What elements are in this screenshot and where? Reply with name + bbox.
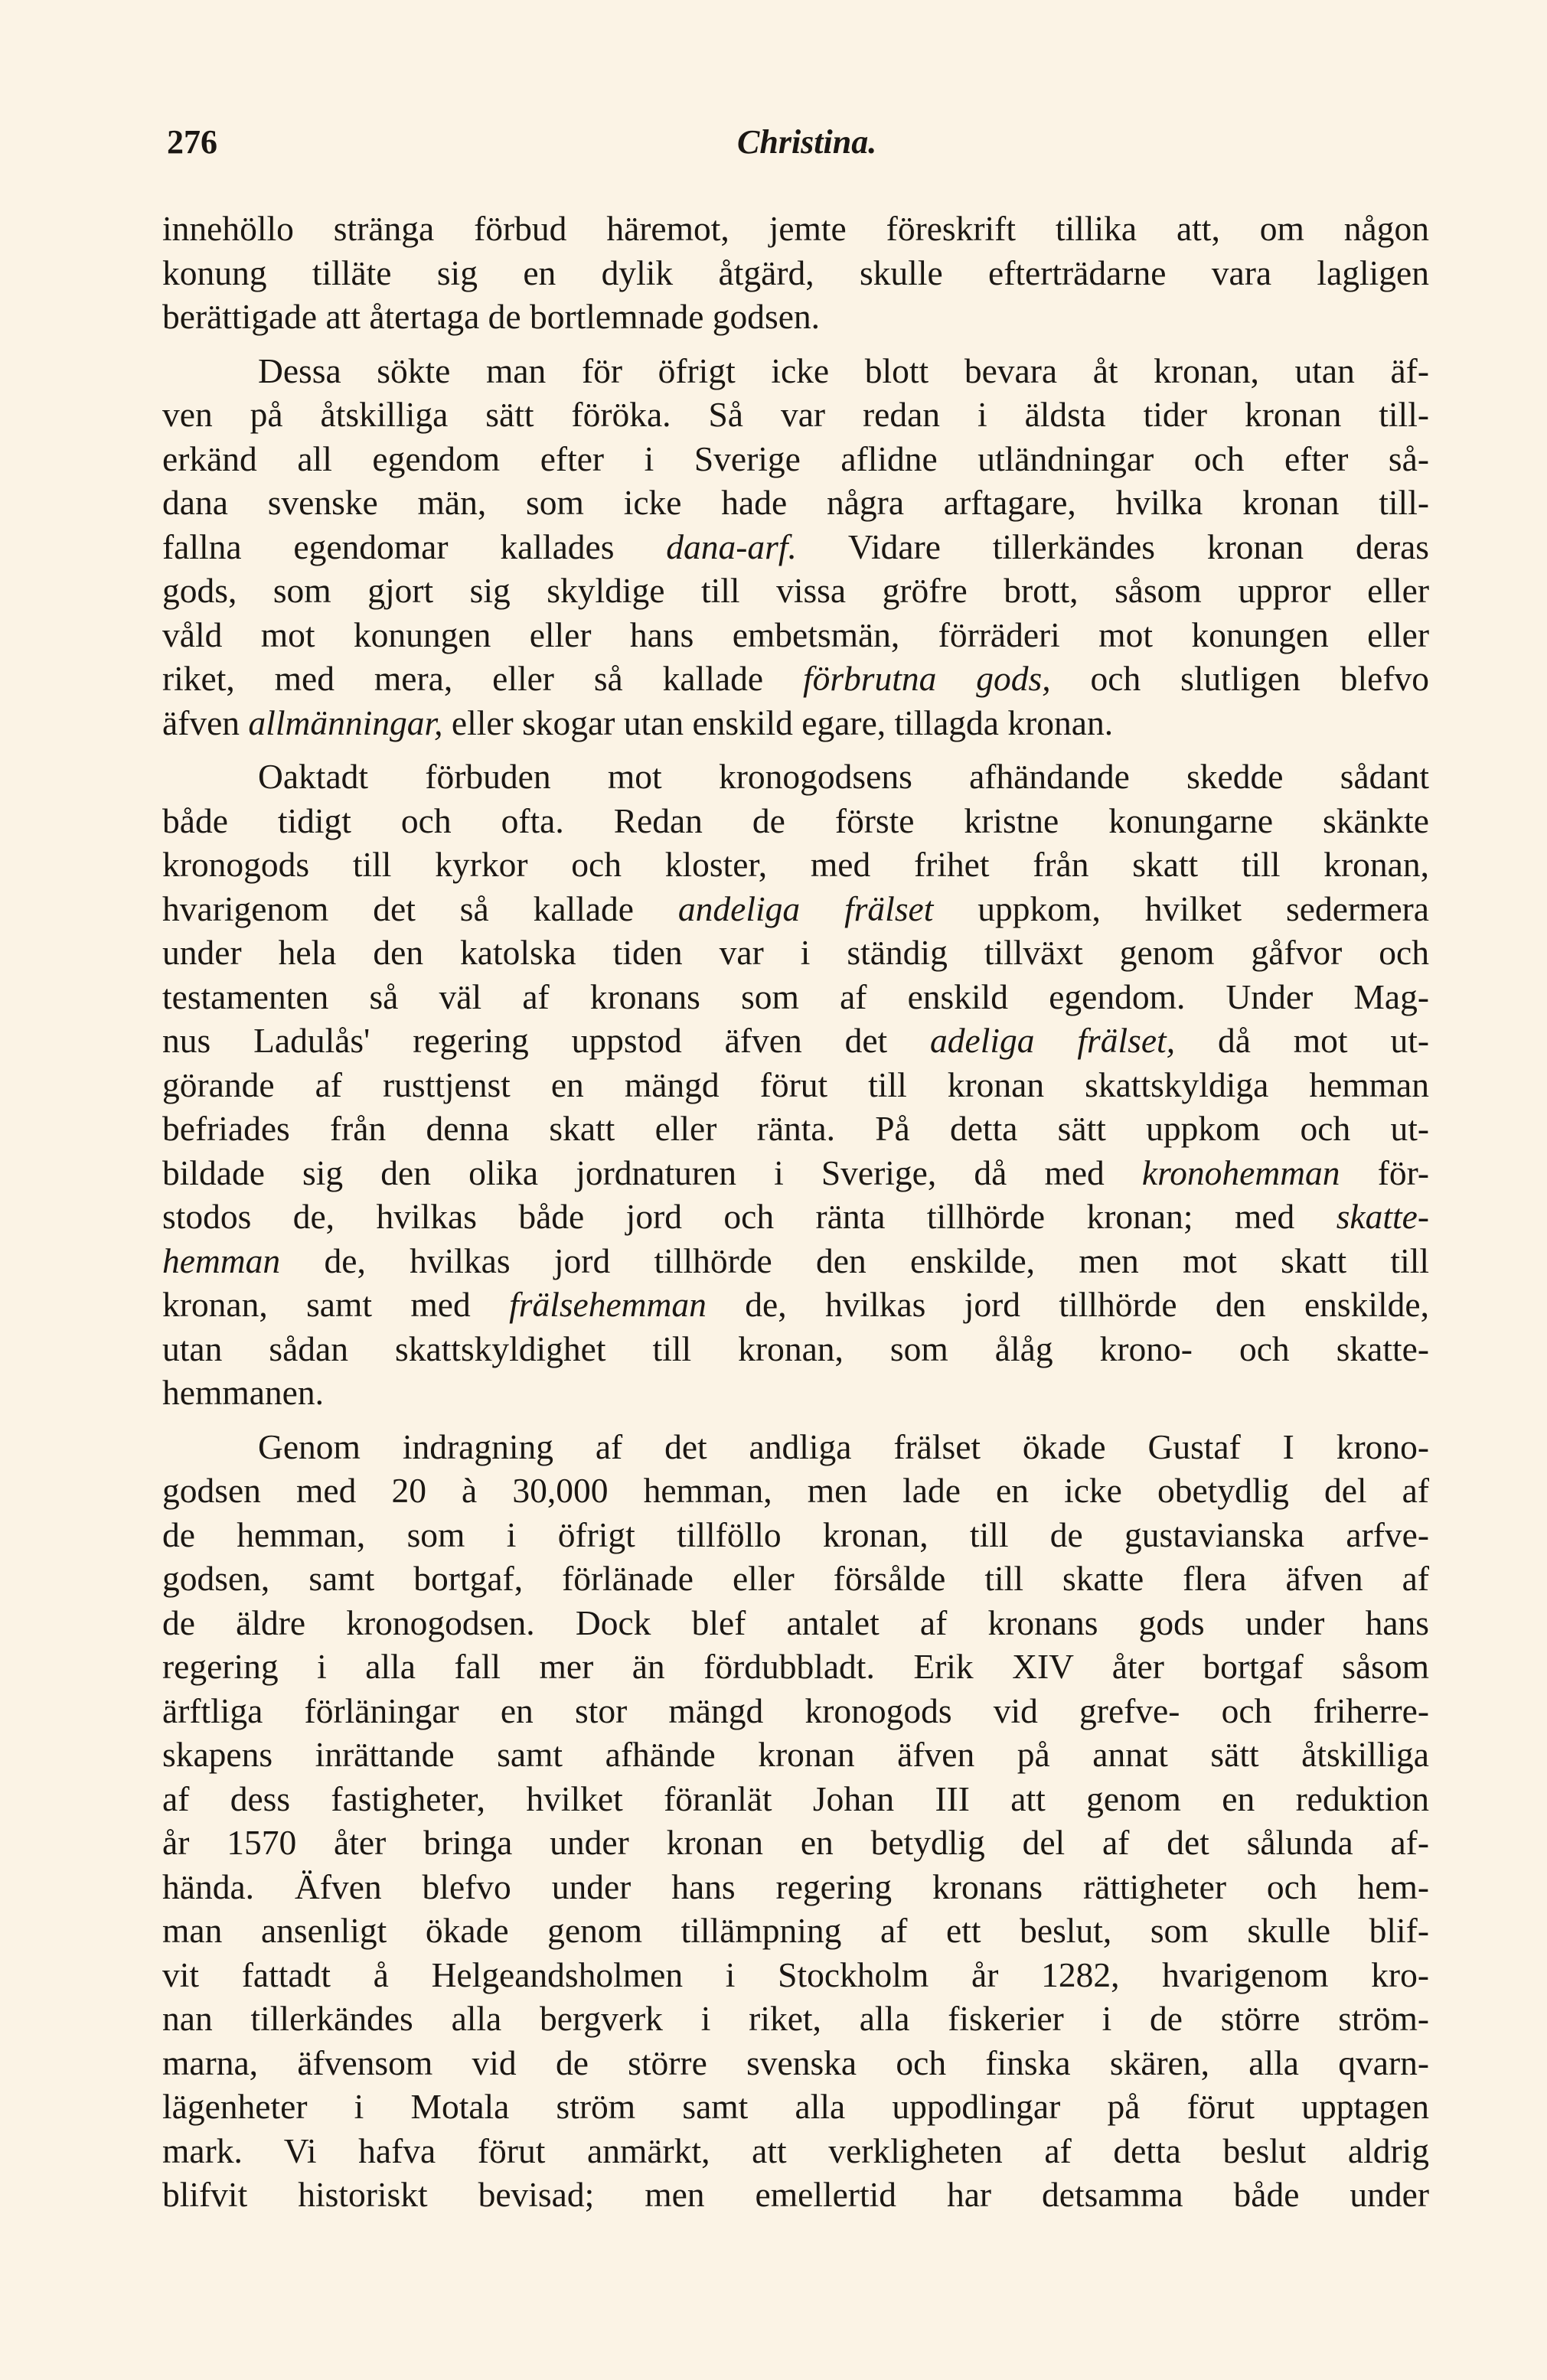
text-line: konung tilläte sig en dylik åtgärd, skulle efterträdarne vara lagligen [162, 253, 1429, 292]
text-line: godsen, samt bortgaf, förlänade eller försålde till skatte flera äfven af [162, 1559, 1429, 1598]
text-line: Oaktadt förbuden mot kronogodsens afhändande skedde sådant [258, 757, 1429, 796]
text-line: ven på åtskilliga sätt föröka. Så var redan i äldsta tider kronan till- [162, 395, 1429, 434]
text-line: dana svenske män, som icke hade några arftagare, hvilka kronan till- [162, 483, 1429, 522]
text-line: Dessa sökte man för öfrigt icke blott bevara åt kronan, utan äf- [258, 350, 1429, 390]
text-line: görande af rusttjenst en mängd förut till kronan skattskyldiga hemman [162, 1064, 1429, 1104]
text-line: regering i alla fall mer än fördubbladt. Erik XIV åter bortgaf såsom [162, 1647, 1429, 1686]
page-header [167, 122, 1422, 168]
text-line: riket, med mera, eller så kallade förbrutna gods, och slutligen blefvo [162, 659, 1429, 698]
text-line: hvarigenom det så kallade andeliga frälset uppkom, hvilket sedermera [162, 888, 1429, 928]
text-line: under hela den katolska tiden var i ständig tillväxt genom gåfvor och [162, 933, 1429, 972]
text-line: hända. Äfven blefvo under hans regering kronans rättigheter och hem- [162, 1867, 1429, 1906]
text-line: berättigade att återtaga de bortlemnade godsen. [162, 297, 821, 336]
text-line: bildade sig den olika jordnaturen i Sverige, då med kronohemman för- [162, 1153, 1429, 1192]
text-line: gods, som gjort sig skyldige till vissa gröfre brott, såsom uppror eller [162, 571, 1429, 610]
text-line: Genom indragning af det andliga frälset ökade Gustaf I krono- [258, 1426, 1429, 1466]
text-line: de äldre kronogodsen. Dock blef antalet af kronans gods under hans [162, 1602, 1429, 1642]
text-line: godsen med 20 à 30,000 hemman, men lade en icke obetydlig del af [162, 1471, 1429, 1510]
text-line: stodos de, hvilkas både jord och ränta tillhörde kronan; med skatte- [162, 1197, 1429, 1236]
text-line: testamenten så väl af kronans som af enskild egendom. Under Mag- [162, 976, 1429, 1016]
page-number: 276 [167, 123, 217, 161]
text-line: befriades från denna skatt eller ränta. På detta sätt uppkom och ut- [162, 1109, 1429, 1148]
text-line: år 1570 åter bringa under kronan en betydlig del af det sålunda af- [162, 1823, 1429, 1862]
text-line: kronogods till kyrkor och kloster, med frihet från skatt till kronan, [162, 845, 1429, 884]
text-line: blifvit historiskt bevisad; men emellertid har detsamma både under [162, 2175, 1429, 2214]
paragraph [162, 755, 1429, 1415]
text-line: nan tillerkändes alla bergverk i riket, alla fiskerier i de större ström- [162, 1999, 1429, 2038]
text-line: erkänd all egendom efter i Sverige aflidne utländningar och efter så- [162, 439, 1429, 478]
text-line: marna, äfvensom vid de större svenska och finska skären, alla qvarn- [162, 2043, 1429, 2082]
text-line: skapens inrättande samt afhände kronan äfven på annat sätt åtskilliga [162, 1735, 1429, 1774]
text-line: kronan, samt med frälsehemman de, hvilkas jord tillhörde den enskilde, [162, 1285, 1429, 1324]
text-line: våld mot konungen eller hans embetsmän, förräderi mot konungen eller [162, 615, 1429, 654]
text-line: innehöllo stränga förbud häremot, jemte föreskrift tillika att, om någon [162, 209, 1429, 248]
text-line: ärftliga förläningar en stor mängd kronogods vid grefve- och friherre- [162, 1690, 1429, 1730]
paragraph [162, 1425, 1429, 2217]
text-line: hemmanen. [162, 1373, 324, 1412]
paragraph [162, 207, 1429, 339]
text-line: äfven allmänningar, eller skogar utan enskild egare, tillagda kronan. [162, 703, 1114, 742]
text-line: de hemman, som i öfrigt tillföllo kronan, till de gustavianska arfve- [162, 1514, 1429, 1554]
running-head: Christina. [737, 123, 877, 161]
text-line: af dess fastigheter, hvilket föranlät Johan III att genom en reduktion [162, 1778, 1429, 1818]
paragraph [162, 349, 1429, 745]
text-line: både tidigt och ofta. Redan de förste kristne konungarne skänkte [162, 800, 1429, 840]
text-line: fallna egendomar kallades dana-arf. Vidare tillerkändes kronan deras [162, 527, 1430, 566]
text-line: mark. Vi hafva förut anmärkt, att verkligheten af detta beslut aldrig [162, 2131, 1429, 2170]
text-line: lägenheter i Motala ström samt alla uppodlingar på förut upptagen [162, 2087, 1429, 2126]
text-line: vit fattadt å Helgeandsholmen i Stockholm år 1282, hvarigenom kro- [162, 1955, 1429, 1994]
text-line: man ansenligt ökade genom tillämpning af ett beslut, som skulle blif- [162, 1911, 1429, 1950]
text-line: utan sådan skattskyldighet till kronan, som ålåg krono- och skatte- [162, 1329, 1429, 1368]
text-line: nus Ladulås' regering uppstod äfven det adeliga frälset, då mot ut- [162, 1021, 1429, 1060]
text-line: hemman de, hvilkas jord tillhörde den enskilde, men mot skatt till [162, 1241, 1429, 1280]
body-text [162, 207, 1429, 2217]
